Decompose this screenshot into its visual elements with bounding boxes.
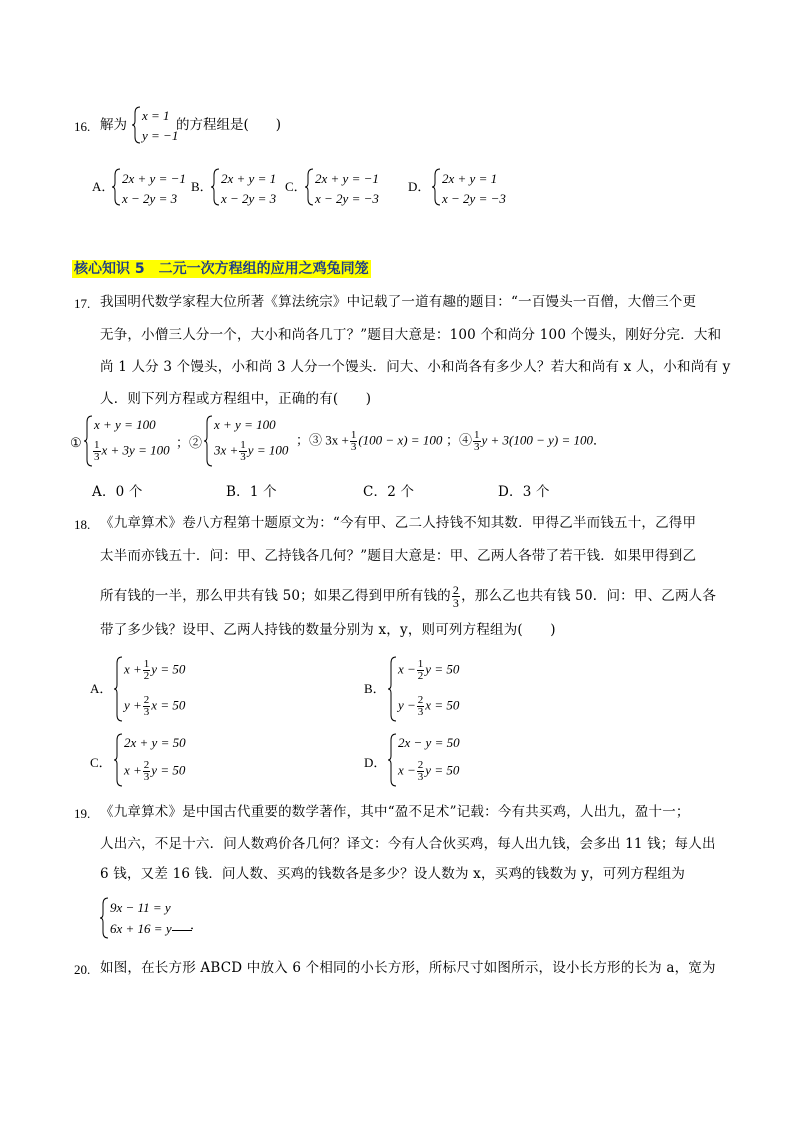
system-line-1: 2x + y = 50: [124, 735, 186, 750]
frac-numerator: 1: [94, 439, 100, 451]
eq-mark-1: ①: [70, 436, 82, 451]
left-brace-icon: [432, 167, 442, 207]
system-line-2: [214, 440, 288, 463]
eq-text: x +: [124, 661, 142, 677]
question-text-line: 《九章算术》卷八方程第十题原文为：“今有甲、乙二人持钱不知其数．甲得乙半而钱五十，乙得甲: [100, 515, 697, 531]
option-label-c: C．: [285, 179, 307, 194]
answer-system: [100, 896, 190, 940]
eq-text: x + 3y = 100: [101, 442, 170, 458]
eq-text: (100 − x) = 100: [358, 432, 443, 448]
eq-text: x +: [124, 762, 142, 778]
option-c-system: [305, 167, 395, 207]
question-lead: 解为: [100, 117, 127, 133]
frac-numerator: 1: [240, 439, 246, 451]
system-line-1: x + y = 100: [214, 417, 276, 432]
left-brace-icon: [388, 655, 398, 723]
question-text-line: 我国明代数学家程大位所著《算法统宗》中记载了一道有趣的题目：“一百馒头一百僧，大僧三个更: [100, 294, 697, 310]
system-line-2: x − 2y = 3: [221, 191, 277, 206]
section-heading: [72, 262, 371, 276]
eq-text: x −: [398, 661, 416, 677]
option-a: A．0 个: [92, 484, 143, 500]
option-c: C．2 个: [363, 484, 415, 500]
question-text-line: 人．则下列方程或方程组中，正确的有( ): [100, 391, 372, 407]
frac-numerator: 1: [474, 429, 480, 441]
frac-numerator: 2: [417, 694, 424, 706]
option-b: B．1 个: [226, 484, 277, 500]
option-d-system: [388, 732, 488, 788]
option-label-d: D．: [364, 755, 387, 770]
eq-text: y = 50: [151, 661, 186, 677]
eq-mark-2: ；②: [176, 436, 203, 451]
option-label-b: B．: [364, 681, 386, 696]
system-line-1: 2x + y = −1: [122, 171, 186, 186]
frac-denominator: 3: [474, 441, 480, 453]
frac-denominator: 3: [350, 441, 357, 453]
left-brace-icon: [132, 105, 142, 145]
eq-text: y −: [398, 697, 416, 713]
option-c-system: [114, 732, 214, 788]
section-title: 核心知识 5 二元一次方程组的应用之鸡兔同笼: [74, 261, 369, 277]
question-number: 16.: [74, 119, 91, 134]
left-brace-icon: [114, 655, 124, 723]
eq-text: y = 100: [247, 442, 289, 458]
eq-text: y = 50: [425, 661, 460, 677]
eq-text: ．: [593, 432, 607, 448]
eq-text: 3x +: [214, 442, 239, 458]
frac-denominator: 3: [143, 771, 150, 783]
frac-denominator: 3: [417, 771, 424, 783]
eq-text: x −: [398, 762, 416, 778]
left-brace-icon: [204, 414, 214, 468]
frac-denominator: 3: [417, 706, 424, 718]
question-text-line: 6 钱，又差 16 钱．问人数、买鸡的钱数各是多少？设人数为 x，买鸡的钱数为 y，可列方程组为: [100, 866, 686, 882]
left-brace-icon: [388, 732, 398, 788]
eq-text: y +: [124, 697, 142, 713]
question-number: 18.: [74, 517, 91, 532]
option-a-system: [112, 167, 192, 207]
system-line-2: [398, 760, 459, 783]
eq-text: y = 50: [151, 762, 186, 778]
option-b-system: [388, 655, 488, 723]
frac-numerator: 2: [452, 583, 460, 597]
option-label-a: A．: [92, 179, 115, 194]
left-brace-icon: [211, 167, 221, 207]
left-brace-icon: [112, 167, 122, 207]
system-line-1: [398, 659, 459, 682]
eq-text: ；④: [446, 432, 473, 448]
option-b-system: [211, 167, 291, 207]
eq-text: x = 50: [151, 697, 186, 713]
system-line-2: [92, 440, 170, 463]
question-number: 19.: [74, 806, 91, 821]
system-line-2: y = −1: [142, 128, 179, 143]
frac-denominator: 2: [143, 670, 150, 682]
system-line-1: 2x + y = −1: [315, 171, 379, 186]
option-a-system: [114, 655, 214, 723]
option-label-d: D．: [408, 179, 431, 194]
question-text-line: 太半而亦钱五十．问：甲、乙持钱各几何？”题目大意是：甲、乙两人各带了若干钱．如果甲得到乙: [100, 548, 697, 564]
text-part: ，那么乙也共有钱 50．问：甲、乙两人各: [461, 588, 717, 604]
question-number: 17.: [74, 296, 91, 311]
frac-denominator: 2: [417, 670, 424, 682]
text-part: 所有钱的一半，那么甲共有钱 50；如果乙得到甲所有钱的: [100, 588, 451, 604]
question-text-line: [100, 584, 716, 609]
system-line-2: x − 2y = 3: [122, 191, 178, 206]
system-line-2: [398, 695, 459, 718]
option-d-system: [432, 167, 522, 207]
eq-text: x = 50: [425, 697, 460, 713]
left-brace-icon: [100, 896, 110, 940]
frac-numerator: 2: [143, 694, 150, 706]
question-text-line: 尚 1 人分 3 个馒头，小和尚 3 人分一个馒头．问大、小和尚各有多少人？若大和尚有 x 人，小和尚有 y: [100, 359, 731, 375]
question-number: 20.: [74, 962, 91, 977]
equation-4: [446, 430, 606, 453]
equation-1-system: [84, 414, 184, 468]
system-line-2: x − 2y = −3: [315, 191, 379, 206]
system-line-1: 2x + y = 1: [442, 171, 498, 186]
left-brace-icon: [114, 732, 124, 788]
answer-end-mark: ．: [190, 918, 204, 933]
eq-text: ；③ 3x +: [296, 432, 349, 448]
equation-3: [296, 430, 442, 453]
frac-numerator: 1: [350, 429, 357, 441]
frac-denominator: 3: [240, 451, 246, 463]
equation-2-system: [204, 414, 304, 468]
option-label-b: B．: [191, 179, 213, 194]
system-line-1: [124, 659, 185, 682]
option-label-c: C．: [90, 755, 112, 770]
question-text-line: 人出六，不足十六．问人数鸡价各几何？译文：今有人合伙买鸡，每人出九钱，会多出 11 钱；每人出: [100, 836, 716, 852]
system-line-1: 2x − y = 50: [398, 735, 460, 750]
frac-denominator: 3: [143, 706, 150, 718]
frac-denominator: 3: [94, 451, 100, 463]
system-line-2: [124, 760, 185, 783]
question-text-line: 无争，小僧三人分一个，大小和尚各几丁？”题目大意是：100 个和尚分 100 个馒头，刚好分完．大和: [100, 327, 722, 343]
eq-text: y + 3(100 − y) = 100: [481, 432, 594, 448]
question-text-line: 如图，在长方形 ABCD 中放入 6 个相同的小长方形，所标尺寸如图所示，设小长方形的长为 a，宽为: [100, 960, 716, 976]
frac-numerator: 1: [143, 658, 150, 670]
frac-denominator: 3: [452, 596, 460, 610]
question-tail: 的方程组是( ): [176, 117, 282, 133]
frac-numerator: 2: [417, 759, 424, 771]
frac-numerator: 2: [143, 759, 150, 771]
system-line-2: x − 2y = −3: [442, 191, 506, 206]
question-text-line: 带了多少钱？设甲、乙两人持钱的数量分别为 x，y，则可列方程组为( ): [100, 622, 556, 638]
system-line-1: 2x + y = 1: [221, 171, 277, 186]
option-label-a: A．: [90, 681, 113, 696]
system-line-1: 9x − 11 = y: [110, 900, 171, 915]
system-line-2: [124, 695, 185, 718]
system-line-1: x = 1: [142, 108, 170, 123]
frac-numerator: 1: [417, 658, 424, 670]
left-brace-icon: [305, 167, 315, 207]
system-line-2: 6x + 16 = y: [110, 921, 172, 936]
option-d: D．3 个: [498, 484, 550, 500]
eq-text: y = 50: [425, 762, 460, 778]
question-text-line: 《九章算术》是中国古代重要的数学著作，其中“盈不足术”记载：今有共买鸡，人出九，盈十一；: [100, 804, 690, 820]
solution-system: [132, 105, 182, 145]
system-line-1: x + y = 100: [94, 417, 156, 432]
answer-underline: [172, 930, 192, 931]
